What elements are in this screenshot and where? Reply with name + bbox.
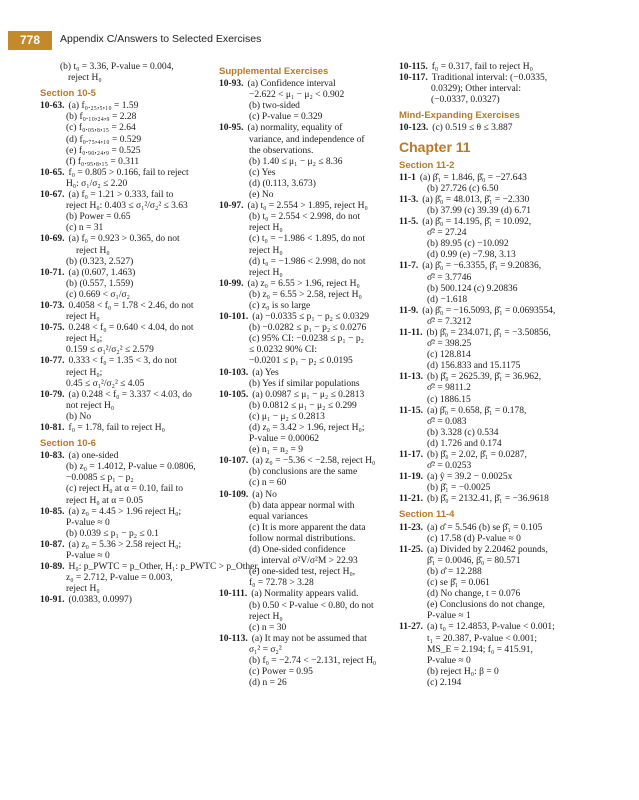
- answer-line: P-value ≈ 0: [66, 551, 110, 562]
- answer-line: σ̂² = 7.3212: [427, 316, 472, 327]
- exercise-answer: [40, 390, 212, 401]
- exercise-answer: [219, 201, 397, 212]
- exercise-number: 11-1: [399, 172, 416, 183]
- answer-line: σ̂² = 9811.2: [427, 383, 471, 394]
- page-header: [0, 0, 639, 50]
- exercise-number: 11-9.: [399, 305, 419, 316]
- exercise-number: 10-97.: [219, 201, 244, 212]
- answer-line: −2.622 < μ₁ − μ₂ < 0.902: [249, 90, 345, 101]
- exercise-answer: [40, 423, 212, 434]
- answer-line: σ̂² = 3.7746: [427, 272, 472, 283]
- answer-line: β̂₁ = 0.0046, β̂₀ = 80.571: [427, 555, 521, 566]
- answer-line: (e) n₁ = n₂ = 9: [249, 445, 304, 456]
- answer-text: (a) β̂₀ = 0.658, β̂₁ = 0.178,: [427, 405, 527, 416]
- answer-line: (d) −1.618: [427, 294, 468, 305]
- exercise-number: 10-73.: [40, 300, 65, 311]
- exercise-answer: [40, 356, 212, 367]
- answer-line: (e) Conclusions do not change,: [427, 600, 545, 611]
- answer-text: (a) (0.607, 1.463): [68, 267, 136, 278]
- section-heading: Section 11-2: [399, 159, 455, 171]
- answer-line: (f) f₀.₉₅,₈,₁₅ = 0.311: [66, 156, 140, 167]
- answer-line: reject H₀: [249, 223, 283, 234]
- answer-text: (a) t₀ = 12.4853, P-value < 0.001;: [427, 622, 555, 633]
- section-heading: Section 10-6: [40, 438, 96, 450]
- answer-line: (e) one-sided test, reject H₀,: [249, 567, 356, 578]
- exercise-number: 10-89.: [40, 562, 65, 573]
- answer-text: (a) z₀ = 6.55 > 1.96, reject H₀: [247, 278, 360, 289]
- exercise-number: 10-101.: [219, 312, 249, 323]
- exercise-answer: [40, 451, 212, 462]
- answer-text: f₀ = 0.317, fail to reject H₀: [431, 62, 533, 72]
- answer-line: σ̂² = 0.0253: [427, 461, 472, 472]
- exercise-number: 10-85.: [40, 506, 65, 517]
- answer-line: interval σ²V/σ²M > 22.93: [261, 556, 358, 567]
- answer-line: (c) Power = 0.95: [249, 667, 313, 678]
- answer-text: 0.333 < f₀ = 1.35 < 3, do not: [68, 356, 177, 367]
- answer-line: (c) n = 60: [249, 478, 287, 489]
- exercise-number: 10-99.: [219, 278, 244, 289]
- answer-line: P-value ≈ 0: [66, 517, 110, 528]
- exercise-answer: [219, 490, 397, 501]
- answer-line: (c) se β̂₁ = 0.061: [427, 578, 490, 589]
- answer-line: H₀: σ₁/σ₂ ≤ 2.20: [66, 178, 128, 189]
- exercise-answer: [40, 562, 260, 573]
- answer-line: (d) One-sided confidence: [249, 545, 346, 556]
- answer-line: (b) f₀ = −2.74 < −2.131, reject H₀: [249, 655, 377, 666]
- answer-line: (e) f₀.₉₀,₂₄,₉ = 0.525: [66, 145, 141, 156]
- exercise-answer: [40, 595, 212, 606]
- answer-line: (d) 156.833 and 15.1175: [427, 361, 521, 372]
- exercise-answer: [219, 312, 397, 323]
- exercise-answer: [399, 545, 613, 556]
- answer-line: −0.0085 ≤ p₁ − p₂: [66, 473, 134, 484]
- answer-line: (b) z₀ = 6.55 > 2.58, reject H₀: [249, 289, 362, 300]
- exercise-number: 10-107.: [219, 456, 249, 467]
- answer-text: (b) β̂₀ = 2625.39, β̂₁ = 36.962,: [427, 372, 542, 383]
- running-head: Appendix C/Answers to Selected Exercises: [60, 33, 262, 45]
- answer-line: (b) 89.95 (c) −10.092: [427, 239, 509, 250]
- exercise-answer: [40, 323, 212, 334]
- exercise-answer: [219, 589, 397, 600]
- exercise-answer: [219, 123, 397, 134]
- answer-line: (c) n = 30: [249, 622, 287, 633]
- exercise-answer: [219, 390, 397, 401]
- exercise-answer: [399, 62, 613, 73]
- answer-line: (b) Power = 0.65: [66, 212, 131, 223]
- exercise-answer: [399, 217, 613, 228]
- answer-line: reject H₀: [249, 611, 283, 622]
- exercise-answer: [40, 540, 212, 551]
- exercise-number: 10-67.: [40, 190, 65, 201]
- answer-line: (c) reject H₀ at α = 0.10, fail to: [66, 484, 184, 495]
- answer-line: not reject H₀: [66, 400, 115, 411]
- answer-line: reject H₀: 0.403 ≤ σ₁²/σ₂² ≤ 3.63: [66, 201, 188, 212]
- exercise-number: 11-13.: [399, 372, 424, 383]
- chapter-heading: Chapter 11: [399, 138, 471, 155]
- exercise-number: 10-111.: [219, 589, 248, 600]
- section-heading: Section 10-5: [40, 88, 96, 100]
- exercise-answer: [40, 234, 212, 245]
- exercise-number: 11-5.: [399, 217, 419, 228]
- answer-line: (d) f₀.₇₅,₄,₁₀ = 0.529: [66, 134, 142, 145]
- answer-line: (c) It is more apparent the data: [249, 522, 366, 533]
- answer-text: (a) β̂₀ = 14.195, β̂₁ = 10.092,: [422, 217, 532, 228]
- answer-text: f₀ = 0.805 > 0.166, fail to reject: [68, 167, 189, 178]
- exercise-number: 10-87.: [40, 539, 65, 550]
- answer-line: (d) (0.113, 3.673): [249, 178, 316, 189]
- exercise-number: 10-83.: [40, 451, 65, 462]
- answer-line: (b) No: [66, 411, 92, 422]
- answer-line: (b) Yes if similar populations: [249, 378, 360, 389]
- answer-line: reject H₀: [249, 245, 283, 256]
- answer-line: (c) 1886.15: [427, 394, 471, 405]
- answer-line: the observations.: [249, 145, 314, 156]
- exercise-answer: [40, 507, 212, 518]
- answer-line: (c) n = 31: [66, 223, 104, 234]
- answer-line: ≤ 0.0232 90% CI:: [249, 345, 318, 356]
- answer-text: (a) Yes: [252, 367, 279, 378]
- answer-line: P-value = 0.00062: [249, 434, 320, 445]
- exercise-number: 10-81.: [40, 423, 65, 433]
- answer-text: (b) β̂₀ = 234.071, β̂₁ = −3.50856,: [426, 327, 551, 338]
- exercise-number: 10-113.: [219, 633, 248, 644]
- exercise-answer: [40, 168, 212, 179]
- exercise-answer: [399, 306, 613, 317]
- answer-line: (b) 0.0812 ≤ μ₁ − μ₂ ≤ 0.299: [249, 400, 357, 411]
- exercise-number: 10-117.: [399, 73, 428, 84]
- exercise-answer: [399, 328, 613, 339]
- answer-line: 0.45 ≤ σ₁²/σ₂² ≤ 4.05: [66, 378, 145, 389]
- answer-text: (c) 0.519 ≤ θ ≤ 3.887: [432, 123, 513, 134]
- exercise-answer: [219, 368, 397, 379]
- exercise-number: 11-3.: [399, 194, 419, 205]
- answer-text: (a) 0.248 < f₀ = 3.337 < 4.03, do: [68, 389, 192, 400]
- answer-line: reject H₀: [66, 312, 100, 323]
- answer-text: (a) Normality appears valid.: [251, 589, 359, 600]
- exercise-number: 11-17.: [399, 450, 424, 460]
- answer-text: (a) It may not be assumed that: [251, 633, 367, 644]
- answer-column-middle: [219, 62, 397, 689]
- exercise-answer: [219, 279, 397, 290]
- exercise-number: 10-95.: [219, 123, 244, 134]
- answer-text: (a) z₀ = 5.36 > 2.58 reject H₀;: [68, 539, 182, 550]
- answer-line: (b) −0.0282 ≤ p₁ − p₂ ≤ 0.0276: [249, 323, 367, 334]
- exercise-answer: [399, 261, 613, 272]
- exercise-answer: [399, 406, 613, 417]
- exercise-answer: [40, 101, 212, 112]
- answer-text: (a) t₀ = 2.554 > 1.895, reject H₀: [247, 201, 368, 212]
- exercise-number: 10-75.: [40, 323, 65, 334]
- answer-text: (a) β̂₀ = −6.3355, β̂₁ = 9.20836,: [422, 261, 542, 272]
- answer-text: 0.248 < f₀ = 0.640 < 4.04, do not: [68, 323, 194, 334]
- answer-line: P-value ≈ 1: [427, 611, 471, 622]
- exercise-number: 10-93.: [219, 79, 244, 90]
- exercise-number: 10-63.: [40, 101, 65, 112]
- exercise-number: 10-103.: [219, 367, 249, 378]
- answer-line: reject H₀;: [66, 334, 103, 345]
- exercise-answer: [399, 195, 613, 206]
- exercise-number: 11-19.: [399, 472, 424, 483]
- answer-line: (b) 37.99 (c) 39.39 (d) 6.71: [427, 205, 531, 216]
- answer-line: f₀ = 72.78 > 3.28: [249, 578, 314, 589]
- answer-text: (a) normality, equality of: [247, 123, 343, 134]
- exercise-number: 10-91.: [40, 595, 65, 606]
- answer-line: (c) 2.194: [427, 677, 462, 688]
- answer-text: (a) σ̂ = 5.546 (b) se β̂₁ = 0.105: [427, 522, 543, 533]
- answer-line: 0.159 ≤ σ₁²/σ₂² ≤ 2.579: [66, 345, 154, 356]
- answer-line: (e) No: [249, 190, 274, 201]
- answer-line: (b) (0.323, 2.527): [66, 256, 134, 267]
- exercise-answer: [399, 372, 613, 383]
- answer-line: σ̂² = 27.24: [427, 228, 467, 239]
- answer-line: −0.0201 ≤ p₁ − p₂ ≤ 0.0195: [249, 356, 353, 367]
- section-heading: Section 11-4: [399, 509, 455, 521]
- answer-line: (b) 500.124 (c) 9.20836: [427, 283, 518, 294]
- answer-text: Traditional interval: (−0.0335,: [431, 73, 548, 84]
- exercise-answer: [219, 456, 397, 467]
- answer-line: σ̂² = 0.083: [427, 416, 467, 427]
- answer-line: z₀ = 2.712, P-value = 0.003,: [66, 573, 173, 584]
- exercise-number: 11-27.: [399, 622, 424, 633]
- exercise-answer: [399, 450, 613, 461]
- answer-line: (c) z₀ is so large: [249, 300, 311, 311]
- answer-line: (c) Yes: [249, 167, 276, 178]
- answer-line: reject H₀ at α = 0.05: [66, 495, 143, 506]
- answer-text: (a) β̂₀ = 48.013, β̂₁ = −2.330: [422, 194, 530, 205]
- answer-line: 0.0329); Other interval:: [431, 84, 521, 95]
- answer-line: equal variances: [249, 511, 308, 522]
- answer-line: (c) 128.814: [427, 350, 471, 361]
- answer-text: (a) one-sided: [68, 451, 119, 462]
- exercise-number: 10-105.: [219, 389, 249, 400]
- exercise-answer: [40, 190, 212, 201]
- answer-text: f₀ = 1.78, fail to reject H₀: [68, 423, 165, 433]
- answer-line: (b) 0.039 ≤ p₁ − p₂ ≤ 0.1: [66, 528, 159, 539]
- answer-line: (d) No change, t = 0.076: [427, 589, 521, 600]
- answer-line: reject H₀;: [66, 367, 103, 378]
- exercise-number: 11-11.: [399, 327, 423, 338]
- answer-line: MS_E = 2.194; f₀ = 415.91,: [427, 644, 533, 655]
- answer-line: σ₁² = σ₂²: [249, 644, 282, 655]
- answer-line: reject H₀: [66, 584, 100, 595]
- exercise-answer: [40, 301, 212, 312]
- exercise-answer: [219, 634, 397, 645]
- answer-line: variance, and independence of: [249, 134, 365, 145]
- answer-text: (a) Confidence interval: [247, 79, 336, 90]
- answer-line: follow normal distributions.: [249, 533, 356, 544]
- answer-text: (a) z₀ = 4.45 > 1.96 reject H₀;: [68, 506, 182, 517]
- exercise-number: 11-25.: [399, 544, 424, 555]
- answer-line: reject H₀: [68, 73, 102, 84]
- answer-text: 0.4058 < f₀ = 1.78 < 2.46, do not: [68, 300, 194, 311]
- answer-line: (b) 27.726 (c) 6.50: [427, 183, 499, 194]
- answer-line: (b) t₀ = 3.36, P-value = 0.004,: [60, 62, 174, 72]
- section-heading: Mind-Expanding Exercises: [399, 110, 520, 122]
- answer-line: σ̂² = 398.25: [427, 339, 472, 350]
- answer-text: (a) −0.0335 ≤ p₁ − p₂ ≤ 0.0329: [252, 312, 369, 323]
- exercise-number: 11-23.: [399, 522, 424, 533]
- answer-line: (c) P-value = 0.329: [249, 112, 323, 123]
- exercise-number: 11-15.: [399, 405, 424, 416]
- exercise-answer: [399, 494, 613, 505]
- answer-line: (b) t₀ = 2.554 < 2.998, do not: [249, 212, 361, 223]
- answer-line: t₁ = 20.387, P-value < 0.001;: [427, 633, 538, 644]
- answer-line: (c) 0.669 < σ₁/σ₂: [66, 289, 130, 300]
- answer-line: (c) t₀ = −1.986 < 1.895, do not: [249, 234, 365, 245]
- exercise-answer: [399, 123, 613, 134]
- answer-line: (−0.0337, 0.0327): [431, 95, 500, 106]
- answer-line: (b) f₀.₁₀,₂₄,₉ = 2.28: [66, 112, 137, 123]
- answer-text: (b) β̂₀ = 2132.41, β̂₁ = −36.9618: [427, 494, 549, 505]
- answer-text: (0.0383, 0.0997): [68, 595, 132, 606]
- exercise-number: 10-79.: [40, 389, 65, 400]
- answer-line: P-value ≈ 0: [427, 655, 471, 666]
- answer-line: reject H₀: [249, 267, 283, 278]
- answer-text: (a) ŷ = 39.2 − 0.0025x: [427, 472, 513, 483]
- answer-text: (a) Divided by 2.20462 pounds,: [427, 544, 548, 555]
- answer-line: (c) f₀.₀₅,₈,₁₅ = 2.64: [66, 123, 136, 134]
- exercise-number: 10-69.: [40, 234, 65, 245]
- answer-line: (b) 1.40 ≤ μ₁ − μ₂ ≤ 8.36: [249, 156, 343, 167]
- answer-line: (c) μ₁ − μ₂ ≤ 0.2813: [249, 411, 325, 422]
- answer-text: (a) β̂₁ = 1.846, β̂₀ = −27.643: [419, 172, 527, 183]
- exercise-answer: [219, 79, 397, 90]
- answer-line: (b) conclusions are the same: [249, 467, 358, 478]
- answer-text: (a) β̂₀ = −16.5093, β̂₁ = 0.0693554,: [422, 305, 556, 316]
- answer-line: (b) β̂₁ = −0.0025: [427, 483, 491, 494]
- answer-line: (b) two-sided: [249, 101, 300, 112]
- exercise-answer: [399, 472, 613, 483]
- answer-line: reject H₀: [76, 245, 110, 256]
- answer-text: (a) No: [252, 489, 277, 500]
- answer-line: (b) reject H₀: β = 0: [427, 666, 499, 677]
- exercise-answer: [399, 173, 613, 184]
- answer-text: (a) f₀ = 1.21 > 0.333, fail to: [68, 190, 174, 201]
- exercise-number: 11-21.: [399, 494, 424, 505]
- answer-line: (b) z₀ = 1.4012, P-value = 0.0806,: [66, 462, 196, 473]
- answer-line: (b) 3.328 (c) 0.534: [427, 427, 499, 438]
- answer-text: (a) f₀ = 0.923 > 0.365, do not: [68, 234, 180, 245]
- answer-line: (d) z₀ = 3.42 > 1.96, reject H₀;: [249, 423, 365, 433]
- exercise-number: 10-71.: [40, 267, 65, 278]
- exercise-answer: [40, 268, 212, 279]
- exercise-number: 10-65.: [40, 167, 65, 178]
- exercise-number: 10-109.: [219, 489, 249, 500]
- answer-line: (d) 1.726 and 0.174: [427, 438, 502, 449]
- answer-line: (b) σ̂ = 12.288: [427, 566, 482, 577]
- exercise-number: 10-123.: [399, 123, 429, 134]
- section-heading: Supplemental Exercises: [219, 66, 329, 77]
- exercise-number: 10-77.: [40, 356, 65, 367]
- answer-line: (d) 0.99 (e) −7.98, 3.13: [427, 250, 516, 261]
- answer-line: (b) data appear normal with: [249, 500, 355, 511]
- answer-line: (d) n = 26: [249, 678, 287, 689]
- answer-text: (a) z₀ = −5.36 < −2.58, reject H₀: [252, 456, 376, 467]
- answer-line: (b) (0.557, 1.559): [66, 278, 134, 289]
- exercise-answer: [399, 523, 613, 534]
- answer-text: (b) β̂₀ = 2.02, β̂₁ = 0.0287,: [427, 450, 527, 460]
- answer-text: (a) 0.0987 ≤ μ₁ − μ₂ ≤ 0.2813: [252, 389, 365, 400]
- exercise-number: 10-115.: [399, 62, 428, 72]
- exercise-number: 11-7.: [399, 261, 419, 272]
- exercise-answer: [399, 622, 613, 633]
- answer-text: (a) f₀.₂₅,₅,₁₀ = 1.59: [68, 101, 139, 112]
- answer-line: (d) t₀ = −1.986 < 2.998, do not: [249, 256, 366, 267]
- answer-line: (c) 17.58 (d) P-value ≈ 0: [427, 533, 521, 544]
- exercise-answer: [399, 73, 613, 84]
- answer-line: (c) 95% CI: −0.0238 ≤ p₁ − p₂: [249, 334, 364, 345]
- answer-line: (b) 0.50 < P-value < 0.80, do not: [249, 600, 374, 611]
- answer-column-right: [399, 62, 613, 689]
- page-number: 778: [8, 31, 52, 50]
- answer-text: H₀: p_PWTC = p_Other, H₁: p_PWTC > p_Other,: [68, 562, 260, 573]
